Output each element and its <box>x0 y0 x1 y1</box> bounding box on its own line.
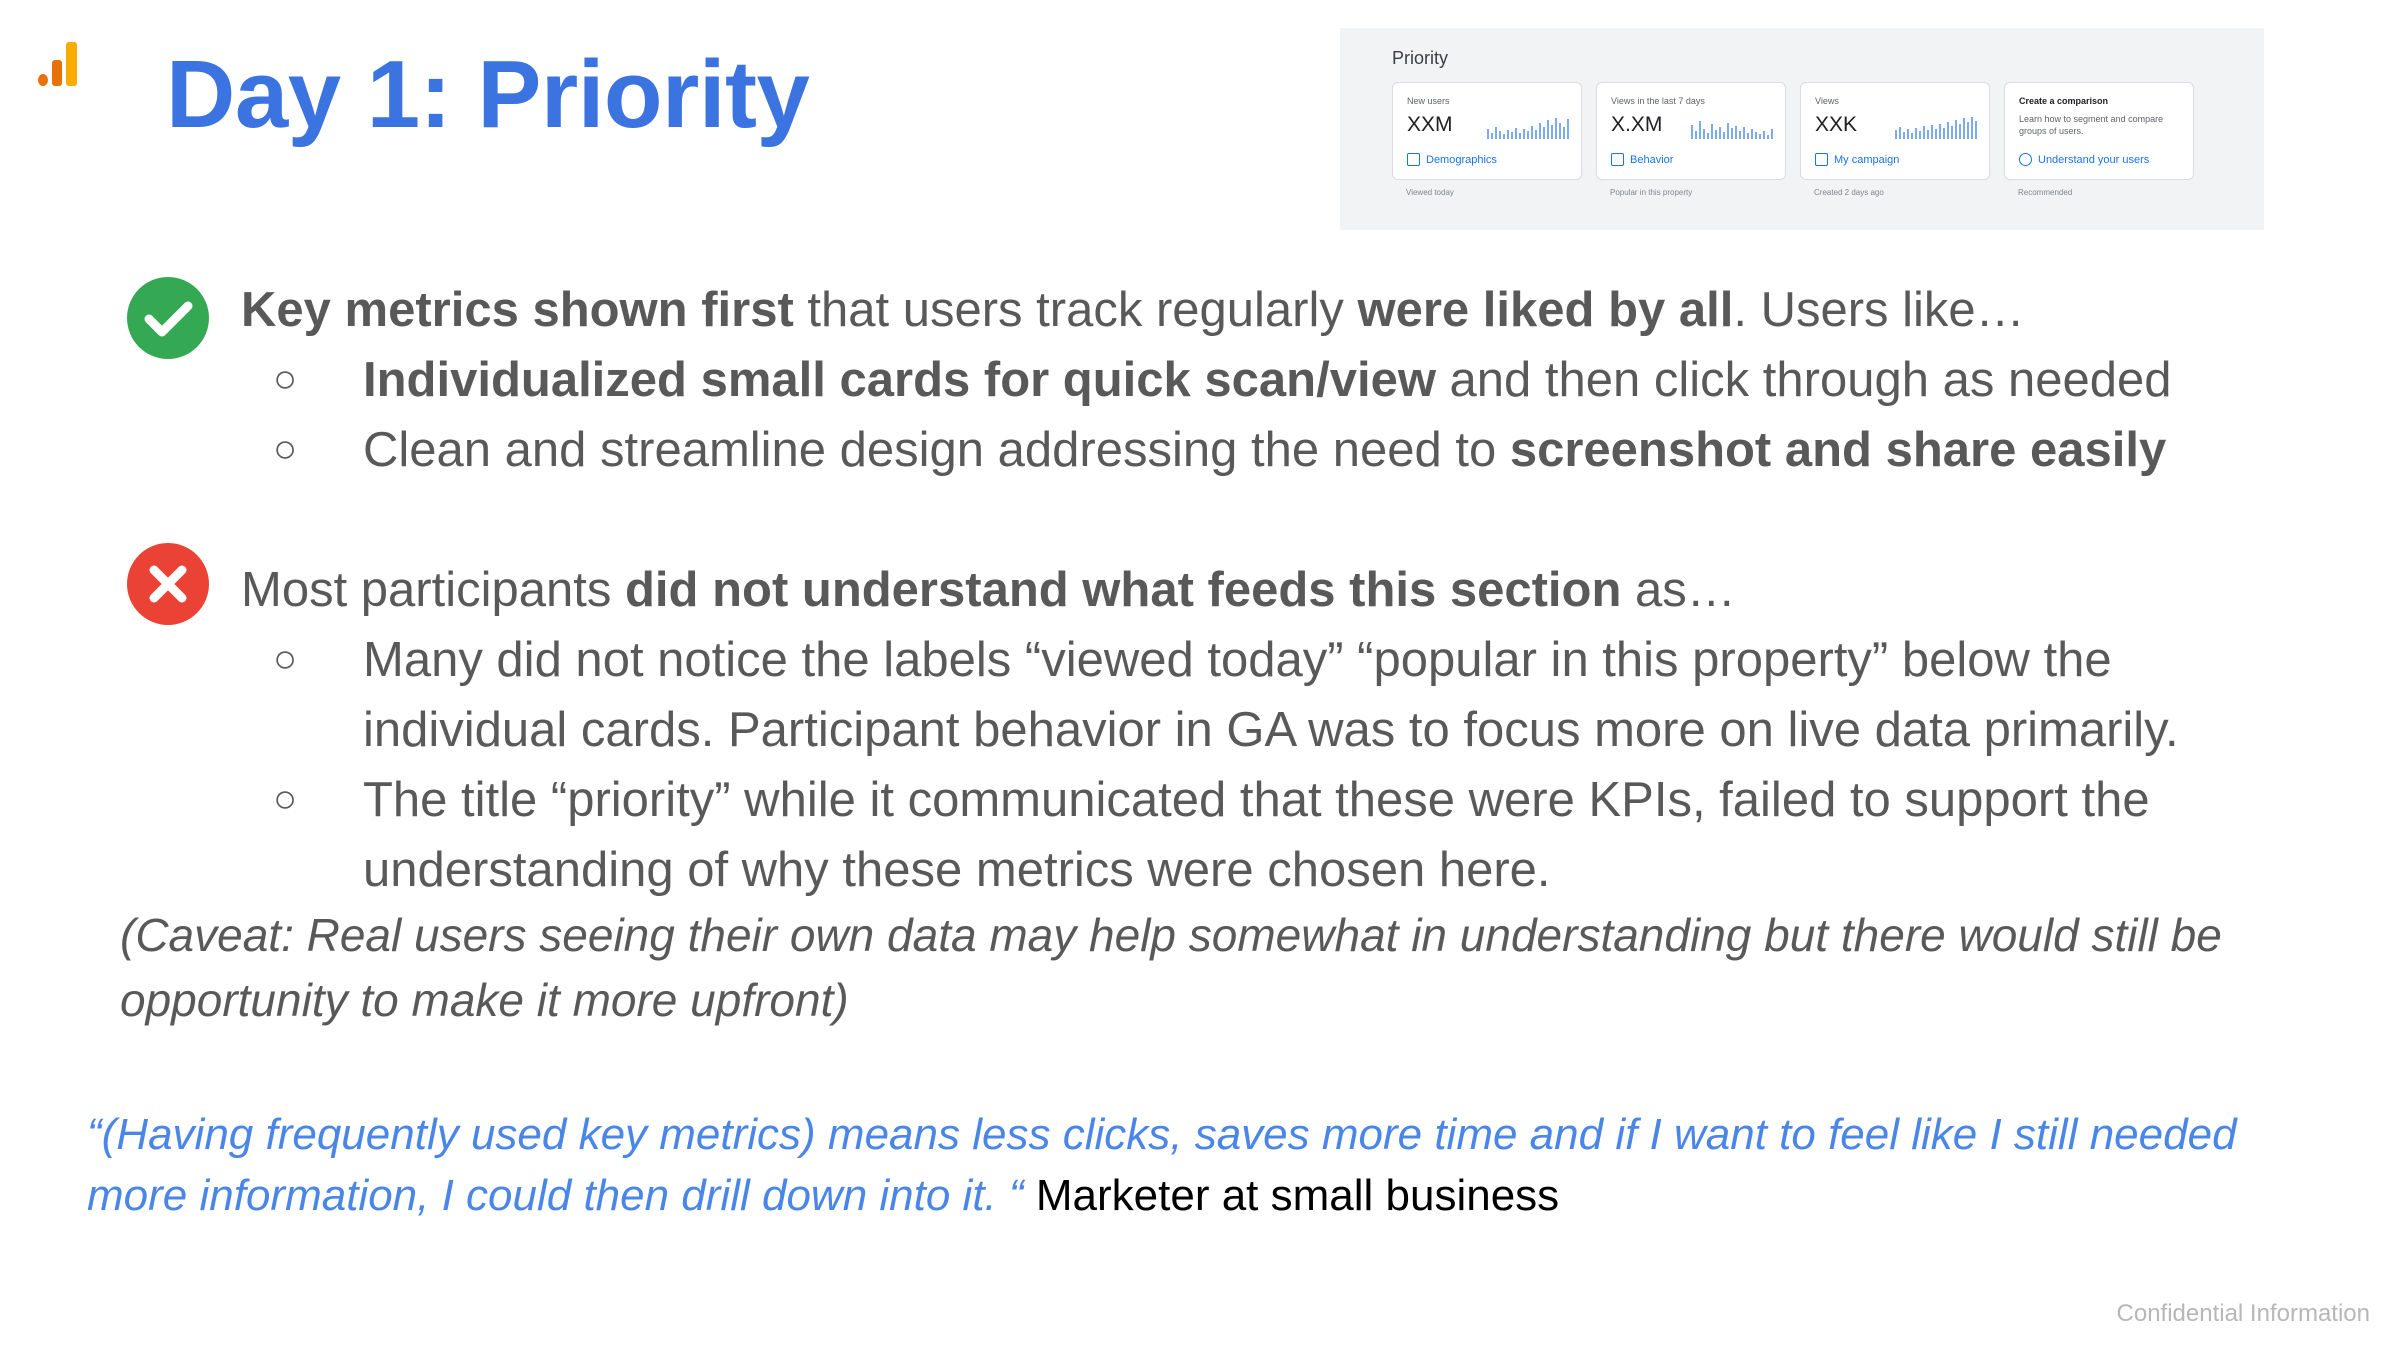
check-circle-icon <box>127 277 209 359</box>
bullet-marker: ○ <box>273 427 298 471</box>
card-link-label: Behavior <box>1630 153 1674 166</box>
sparkline-icon <box>1691 115 1773 139</box>
card-value: XXK <box>1815 113 1858 136</box>
card-label: New users <box>1407 96 1450 106</box>
card-views[interactable] <box>1800 82 1990 180</box>
card-caption: Popular in this property <box>1610 188 1693 197</box>
quote-text: “(Having frequently used key metrics) means less clicks, saves more time and if I want to feel like I still needed more information, I could then drill down into it. “ <box>87 1110 2237 1220</box>
sparkline-icon <box>1487 115 1569 139</box>
negative-bullet-1-line-1: Many did not notice the labels “viewed today” “popular in this property” below the <box>363 633 2112 687</box>
card-label: Create a comparison <box>2019 96 2109 106</box>
negative-bullet-2-line-2: understanding of why these metrics were chosen here. <box>363 843 1551 897</box>
bullet-marker: ○ <box>273 777 298 821</box>
negative-bullet-2-line-1: The title “priority” while it communicated that these were KPIs, failed to support the <box>363 773 2150 827</box>
quote-attribution: Marketer at small business <box>1023 1171 1560 1220</box>
sparkline-icon <box>1895 115 1977 139</box>
chart-icon <box>1407 153 1420 166</box>
x-circle-icon <box>127 543 209 625</box>
card-link-label: My campaign <box>1834 153 1900 166</box>
card-create-comparison[interactable] <box>2004 82 2194 180</box>
analytics-logo-icon <box>38 42 78 86</box>
card-caption: Viewed today <box>1406 188 1454 197</box>
card-link-label: Understand your users <box>2038 153 2150 166</box>
card-views-7-days[interactable] <box>1596 82 1786 180</box>
card-label: Views <box>1815 96 1839 106</box>
chart-icon <box>1611 153 1624 166</box>
card-link[interactable] <box>1815 153 1899 166</box>
bullet-marker: ○ <box>273 357 298 401</box>
caveat-note: (Caveat: Real users seeing their own data may help somewhat in understanding but there would still be opportunity to make it more upfront) <box>120 909 2222 1026</box>
chart-icon <box>1815 153 1828 166</box>
card-value: X.XM <box>1611 113 1663 136</box>
card-description: Learn how to segment and compare groups of users. <box>2019 114 2164 136</box>
card-caption: Recommended <box>2018 188 2073 197</box>
card-link[interactable] <box>1407 153 1497 166</box>
card-new-users[interactable] <box>1392 82 1582 180</box>
card-link[interactable] <box>1611 153 1673 166</box>
negative-bullet-1-line-2: individual cards. Participant behavior in GA was to focus more on live data primarily. <box>363 703 2179 757</box>
card-value: XXM <box>1407 113 1453 136</box>
screenshot-title: Priority <box>1392 48 1449 68</box>
confidential-footer: Confidential Information <box>2116 1300 2370 1327</box>
card-link[interactable] <box>2019 153 2149 166</box>
bullet-marker: ○ <box>273 637 298 681</box>
positive-bullet-1: Individualized small cards for quick scan/view and then click through as needed <box>363 353 2172 407</box>
positive-bullet-2: Clean and streamline design addressing the need to screenshot and share easily <box>363 423 2167 477</box>
positive-main-text: Key metrics shown first that users track regularly were liked by all. Users like… <box>241 283 2025 337</box>
participant-quote <box>87 1104 2337 1226</box>
priority-screenshot <box>1340 28 2264 230</box>
compass-icon <box>2019 153 2032 166</box>
slide-title: Day 1: Priority <box>166 41 810 148</box>
card-caption: Created 2 days ago <box>1814 188 1884 197</box>
card-label: Views in the last 7 days <box>1611 96 1705 106</box>
negative-main-text: Most participants did not understand what feeds this section as… <box>241 563 1736 617</box>
card-link-label: Demographics <box>1426 153 1497 166</box>
